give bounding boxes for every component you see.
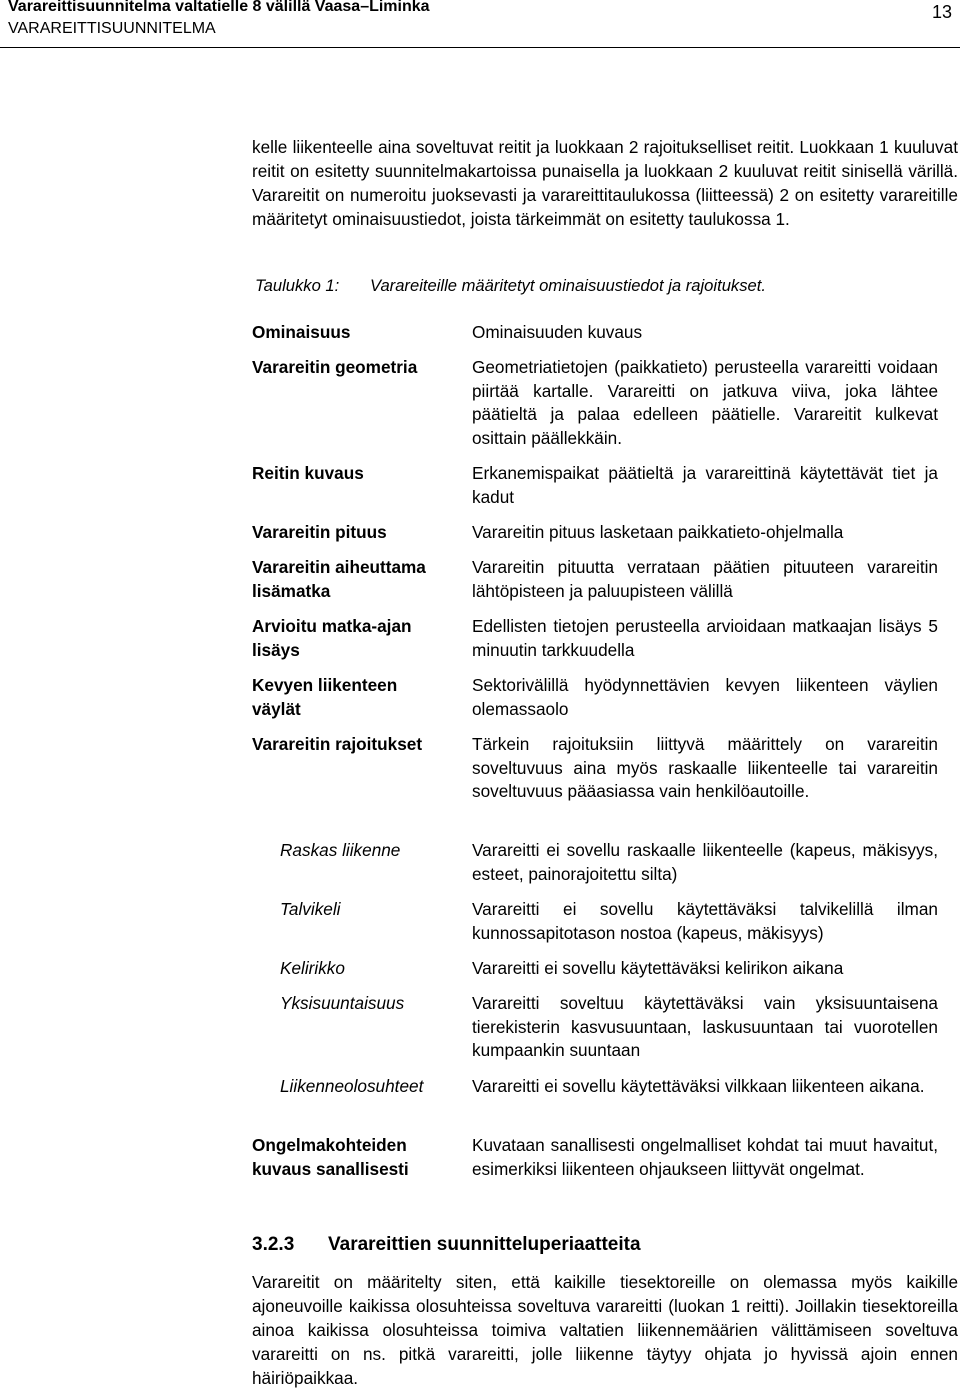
row-property: Raskas liikenne: [280, 840, 401, 860]
row-property: Kevyen liikenteen väylät: [252, 675, 398, 719]
row-description: Sektorivälillä hyödynnettävien kevyen liikenteen väylien olemassaolo: [472, 675, 938, 719]
table-header-description: Ominaisuuden kuvaus: [472, 322, 643, 342]
row-description: Varareitti ei sovellu käytettäväksi vilkkaan liikenteen aikana.: [472, 1076, 925, 1096]
row-description: Varareitti soveltuu käytettäväksi vain yksisuuntaisena tierekisterin kasvusuuntaan, laskusuuntaan tai vuorotellen kumpaankin suuntaan: [472, 993, 938, 1060]
table-header-property: Ominaisuus: [252, 322, 351, 342]
row-description: Varareitti ei sovellu käytettäväksi talvikelillä ilman kunnossapitotason nostoa (kapeus, mäkisyys): [472, 899, 938, 943]
row-description: Tärkein rajoituksiin liittyvä määrittely on varareitin soveltuvuus aina myös raskaalle liikenteelle tai varareitin soveltuvuus pääasiassa vain henkilöautoille.: [472, 734, 938, 801]
row-description: Erkanemispaikat päätieltä ja varareittinä käytettävät tiet ja kadut: [472, 463, 938, 507]
row-property: Varareitin aiheuttama lisämatka: [252, 557, 426, 601]
header-divider: [0, 47, 960, 48]
row-property: Varareitin pituus: [252, 522, 387, 542]
section-number: 3.2.3: [252, 1234, 295, 1255]
row-property: Varareitin rajoitukset: [252, 734, 423, 754]
page-number: 13: [931, 2, 952, 22]
row-description: Edellisten tietojen perusteella arvioidaan matkaajan lisäys 5 minuutin tarkkuudella: [472, 616, 938, 660]
document-subtitle: VARAREITTISUUNNITELMA: [8, 20, 216, 37]
row-description: Varareitin pituus lasketaan paikkatieto-ohjelmalla: [472, 522, 844, 542]
row-description: Varareitin pituutta verrataan päätien pituuteen varareitin lähtöpisteen ja paluupisteen välillä: [472, 557, 938, 601]
row-property: Ongelmakohteiden kuvaus sanallisesti: [252, 1135, 409, 1179]
document-title: Varareittisuunnitelma valtatielle 8 välillä Vaasa–Liminka: [8, 0, 430, 15]
intro-paragraph: kelle liikenteelle aina soveltuvat reitit ja luokkaan 2 rajoitukselliset reitit. Luokkaan 1 kuuluvat reitit on esitetty suunnitelmakartoissa punaisella ja luokkaan 2 kuuluvat reitit sinisellä värillä. Varareitit on numeroitu juoksevasti ja varareittitaulukossa (liitteessä) 2 on esitetty varareitille määritetyt ominaisuustiedot, joista tärkeimmät on esitetty taulukossa 1.: [252, 137, 958, 229]
section-heading: [252, 1234, 641, 1256]
row-description: Kuvataan sanallisesti ongelmalliset kohdat tai muut havaitut, esimerkiksi liikenteen ohjaukseen liittyvät ongelmat.: [472, 1135, 938, 1179]
table-caption: [255, 276, 766, 296]
row-property: Liikenneolosuhteet: [280, 1076, 424, 1096]
row-description: Varareitti ei sovellu käytettäväksi kelirikon aikana: [472, 958, 844, 978]
table-caption-label: Taulukko 1:: [255, 276, 340, 295]
row-property: Yksisuuntaisuus: [280, 993, 405, 1013]
row-property: Arvioitu matka-ajan lisäys: [252, 616, 412, 660]
row-property: Varareitin geometria: [252, 357, 418, 377]
row-description: Geometriatietojen (paikkatieto) perusteella varareitti voidaan piirtää kartalle. Varareitti on jatkuva viiva, joka lähtee päätieltä ja palaa edelleen päätielle. Varareitit kulkevat osittain päällekkäin.: [472, 357, 938, 448]
row-property: Reitin kuvaus: [252, 463, 364, 483]
row-description: Varareitti ei sovellu raskaalle liikenteelle (kapeus, mäkisyys, esteet, painorajoitettu silta): [472, 840, 938, 884]
section-paragraph: Varareitit on määritelty siten, että kaikille tiesektoreille on olemassa myös kaikille ajoneuvoille kaikissa olosuhteissa soveltuva varareitti (luokan 1 reitti). Joillakin tiesektoreilla ainoa kaikissa olosuhteissa toimiva valtatien liikennemäärien välittämiseen soveltuva varareitti on ns. pitkä varareitti, jolle liikenne täytyy ohjata jo hyvissä ajoin ennen häiriöpaikkaa.: [252, 1272, 958, 1388]
row-property: Talvikeli: [280, 899, 341, 919]
section-title: Varareittien suunnitteluperiaatteita: [328, 1234, 641, 1255]
row-property: Kelirikko: [280, 958, 345, 978]
table-caption-text: Varareiteille määritetyt ominaisuustiedot ja rajoitukset.: [370, 276, 766, 295]
